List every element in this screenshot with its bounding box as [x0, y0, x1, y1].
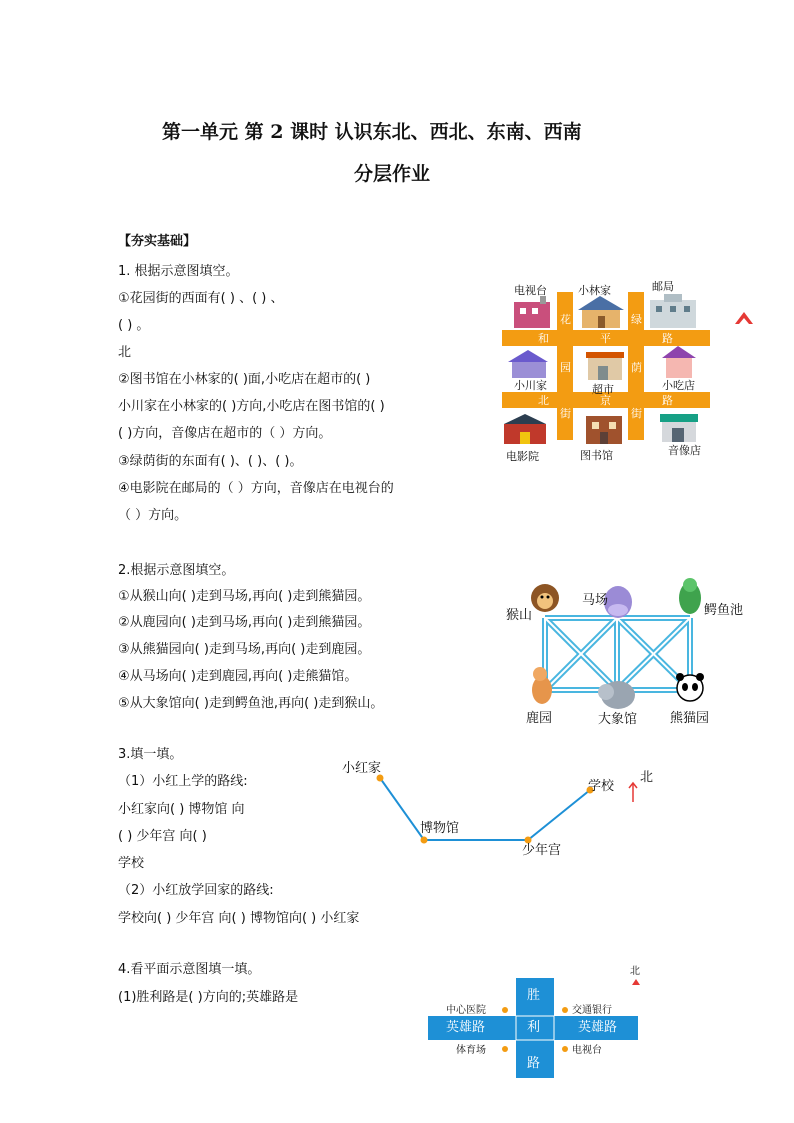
q2-line: ①从猴山向( )走到马场,再向( )走到熊猫园。: [118, 589, 371, 604]
street-char: 街: [560, 407, 571, 420]
zoo-label-panda-park: 熊猫园: [670, 711, 710, 726]
zoo-label-crocodile-pool: 鳄鱼池: [704, 603, 744, 618]
route-label-home: 小红家: [342, 761, 382, 776]
q2-line: ③从熊猫园向( )走到马场,再向( )走到鹿园。: [118, 642, 371, 657]
q2-line: ②从鹿园向( )走到马场,再向( )走到熊猫园。: [118, 615, 371, 630]
road-char: 和: [538, 332, 549, 345]
place-point: [562, 1046, 568, 1052]
map-label-supermarket: 超市: [592, 383, 614, 396]
section-label: 【夯实基础】: [118, 234, 197, 249]
map-label-cinema: 电影院: [506, 450, 539, 463]
q1-line: ( )方向，音像店在超市的（ ）方向。: [118, 426, 332, 441]
road-char: 路: [527, 1056, 541, 1071]
street-char: 绿: [631, 313, 642, 326]
map-label-music-store: 音像店: [668, 444, 701, 457]
q1-line: ④电影院在邮局的（ ）方向，音像店在电视台的: [118, 481, 394, 496]
q1-line: ①花园街的西面有( ) 、( ) 、: [118, 291, 284, 306]
place-point: [502, 1046, 508, 1052]
q1-line: ②图书馆在小林家的( )面,小吃店在超市的( ): [118, 372, 371, 387]
map-label-post-office: 邮局: [652, 280, 674, 293]
route-label-youth-palace: 少年宫: [522, 843, 562, 858]
road-char: 路: [662, 394, 673, 407]
place-point: [562, 1007, 568, 1013]
route-label-school: 学校: [588, 779, 615, 794]
q1-line: 小川家在小林家的( )方向,小吃店在图书馆的( ): [118, 399, 385, 414]
place-point: [502, 1007, 508, 1013]
q3-heading: 3.填一填。: [118, 747, 183, 762]
route-label-museum: 博物馆: [420, 821, 460, 836]
street-char: 荫: [631, 361, 642, 374]
place-label-bank: 交通银行: [572, 1005, 612, 1016]
map-label-library: 图书馆: [580, 449, 613, 462]
q1-line: ③绿荫街的东面有( )、( )、( )。: [118, 454, 303, 469]
place-label-hospital: 中心医院: [446, 1005, 486, 1016]
q4-heading: 4.看平面示意图填一填。: [118, 962, 261, 977]
place-label-tv-station: 电视台: [572, 1045, 602, 1056]
place-label-stadium: 体育场: [456, 1045, 486, 1056]
q3-line: 学校: [118, 856, 145, 871]
q2-line: ④从马场向( )走到鹿园,再向( )走熊猫馆。: [118, 669, 358, 684]
zoo-label-monkey-hill: 猴山: [506, 608, 533, 623]
road-label-yingxiong-east: 英雄路: [578, 1020, 618, 1035]
road-char: 胜: [527, 988, 541, 1003]
page-title: 第一单元 第 2 课时 认识东北、西北、东南、西南: [162, 121, 582, 143]
road-char: 平: [600, 332, 611, 345]
road-char: 路: [662, 332, 673, 345]
zoo-label-deer-park: 鹿园: [526, 711, 553, 726]
street-char: 街: [631, 407, 642, 420]
q3-line: 小红家向( ) 博物馆 向: [118, 802, 245, 817]
map-label-xiaochuan-home: 小川家: [514, 379, 547, 392]
q4-line: (1)胜利路是( )方向的;英雄路是: [118, 990, 299, 1005]
map-label-xiaolin-home: 小林家: [578, 284, 611, 297]
q3-line: （2）小红放学回家的路线:: [118, 883, 274, 898]
street-char: 园: [560, 361, 571, 374]
q3-line: 学校向( ) 少年宫 向( ) 博物馆向( ) 小红家: [118, 911, 360, 926]
street-char: 花: [560, 313, 571, 326]
q3-line: （1）小红上学的路线:: [118, 774, 248, 789]
route-north-label: 北: [640, 770, 654, 785]
q1-heading: 1. 根据示意图填空。: [118, 264, 239, 279]
q2-heading: 2.根据示意图填空。: [118, 563, 235, 578]
zoo-label-horse-farm: 马场: [582, 593, 609, 608]
zoo-label-elephant-hall: 大象馆: [598, 712, 638, 727]
page-subtitle: 分层作业: [354, 163, 431, 185]
road-char: 京: [600, 394, 611, 407]
map-label-tv-station: 电视台: [514, 284, 547, 297]
road-label-yingxiong-west: 英雄路: [446, 1020, 486, 1035]
road-char: 利: [527, 1020, 541, 1035]
q2-line: ⑤从大象馆向( )走到鳄鱼池,再向( )走到猴山。: [118, 696, 384, 711]
q1-line: ( ) 。: [118, 318, 150, 333]
q4-north-label: 北: [630, 966, 640, 977]
map-label-snack-shop: 小吃店: [662, 379, 695, 392]
q3-line: ( ) 少年宫 向( ): [118, 829, 207, 844]
road-char: 北: [538, 394, 549, 407]
q1-line: （ ）方向。: [118, 508, 188, 523]
q1-line: 北: [118, 345, 132, 360]
